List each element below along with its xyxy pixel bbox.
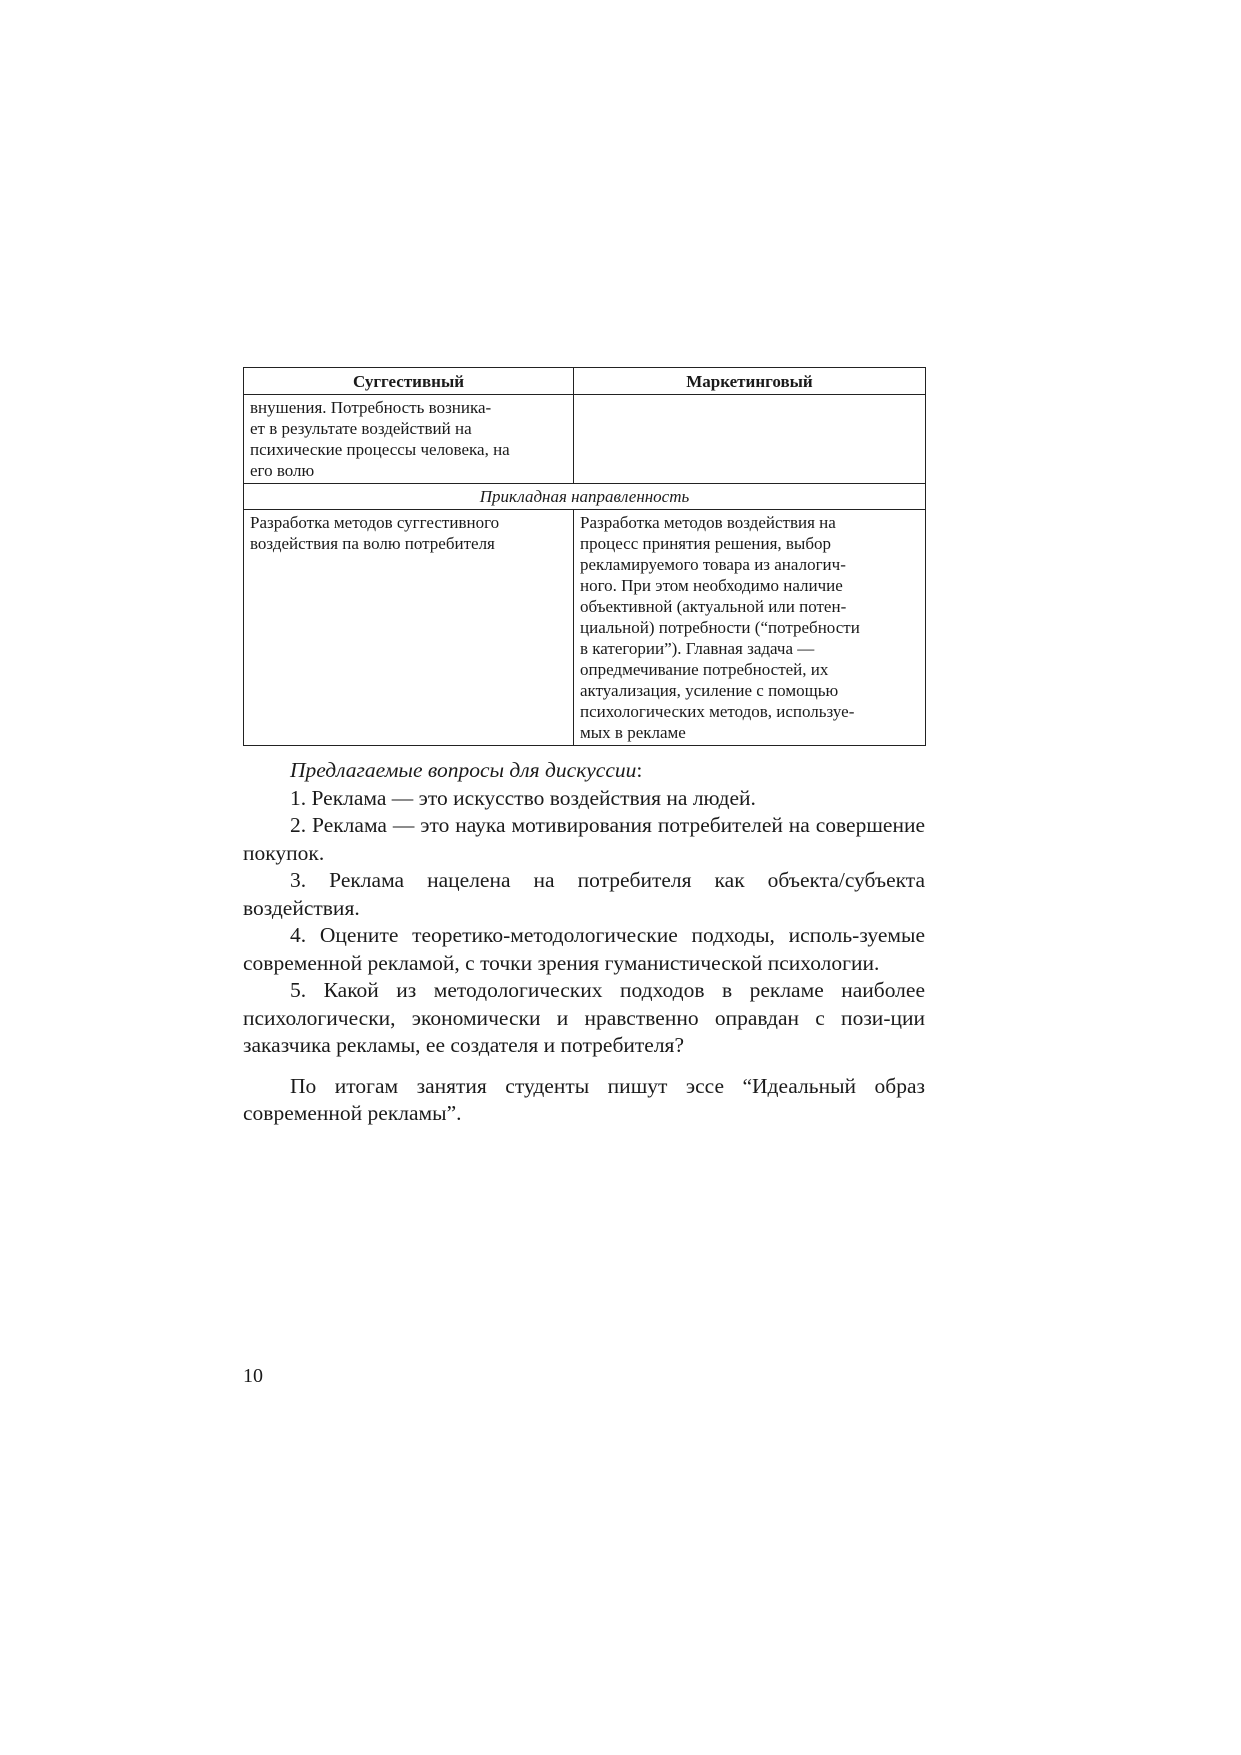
row2-marketing-cell bbox=[574, 510, 926, 746]
table-header-row bbox=[244, 368, 926, 395]
discussion-heading: Предлагаемые вопросы для дискуссии bbox=[290, 758, 637, 782]
cell-line: воздействия па волю потребителя bbox=[250, 534, 495, 553]
cell-line: внушения. Потребность возника- bbox=[250, 398, 492, 417]
cell-line: циальной) потребности (“потребности bbox=[580, 618, 860, 637]
cell-line: процесс принятия решения, выбор bbox=[580, 534, 832, 553]
cell-line: мых в рекламе bbox=[580, 723, 686, 742]
discussion-question: 2. Реклама — это наука мотивирования потребителей на совершение покупок. bbox=[243, 813, 925, 865]
cell-line: объективной (актуальной или потен- bbox=[580, 597, 847, 616]
table-row bbox=[244, 395, 926, 484]
cell-line: ного. При этом необходимо наличие bbox=[580, 576, 843, 595]
discussion-question: 3. Реклама нацелена на потребителя как объекта/субъекта воздействия. bbox=[243, 868, 925, 920]
row1-suggestive-cell bbox=[244, 395, 574, 484]
closing-paragraph: По итогам занятия студенты пишут эссе “Идеальный образ современной рекламы”. bbox=[243, 1073, 925, 1125]
discussion-question: 5. Какой из методологических подходов в рекламе наиболее психологически, экономически и нравственно оправдан с пози-ции заказчика рекламы, ее создателя и потребителя? bbox=[243, 978, 925, 1057]
cell-line: опредмечивание потребностей, их bbox=[580, 660, 829, 679]
comparison-table bbox=[243, 367, 926, 746]
table-row bbox=[244, 510, 926, 746]
cell-line: Разработка методов воздействия на bbox=[580, 513, 836, 532]
row1-marketing-cell bbox=[574, 395, 926, 484]
discussion-heading-colon: : bbox=[636, 758, 643, 782]
table-section-row bbox=[244, 484, 926, 510]
cell-line: ет в результате воздействий на bbox=[250, 419, 472, 438]
cell-line: его волю bbox=[250, 461, 315, 480]
cell-line: рекламируемого товара из аналогич- bbox=[580, 555, 846, 574]
cell-line: Разработка методов суггестивного bbox=[250, 513, 500, 532]
discussion-question: 4. Оцените теоретико-методологические подходы, исполь-зуемые современной рекламой, с точки зрения гуманистической психологии. bbox=[243, 923, 925, 975]
section-label: Прикладная направленность bbox=[244, 484, 926, 510]
cell-line: психические процессы человека, на bbox=[250, 440, 510, 459]
header-suggestive: Суггестивный bbox=[244, 368, 574, 395]
cell-line: актуализация, усиление с помощью bbox=[580, 681, 839, 700]
cell-line: в категории”). Главная задача — bbox=[580, 639, 815, 658]
row2-suggestive-cell bbox=[244, 510, 574, 746]
header-marketing: Маркетинговый bbox=[574, 368, 926, 395]
discussion-heading-paragraph bbox=[243, 757, 925, 785]
page-number: 10 bbox=[243, 1365, 263, 1387]
discussion-question: 1. Реклама — это искусство воздействия на людей. bbox=[290, 785, 756, 810]
cell-line: психологических методов, используе- bbox=[580, 702, 855, 721]
discussion-section bbox=[243, 757, 925, 1128]
